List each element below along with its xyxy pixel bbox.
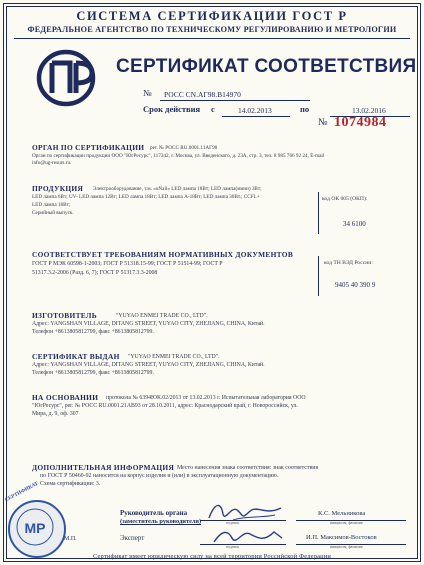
tn-label: код ТН ВЭД России:	[324, 260, 373, 266]
svg-text:МР: МР	[24, 520, 46, 536]
stamp-emblem-icon	[8, 500, 62, 554]
number-symbol: №	[143, 88, 152, 98]
serial-symbol: №	[318, 117, 328, 128]
additional-text3: Схема сертификации: 3.	[40, 481, 101, 487]
product-text4: Серийный выпуск.	[32, 210, 74, 216]
expert-sig-caption: подпись	[226, 545, 240, 549]
basis-label: НА ОСНОВАНИИ	[32, 393, 99, 402]
validity-to-date: 13.02.2016	[352, 106, 386, 115]
stamp-text: СЕРТИФИКАТ	[4, 480, 40, 504]
certificate-title: СЕРТИФИКАТ СООТВЕТСТВИЯ	[116, 56, 417, 77]
validity-to-word: по	[300, 104, 310, 114]
head-signature-icon	[205, 498, 285, 524]
requirements-text1: ГОСТ Р МЭК 60598-1-2003; ГОСТ Р 51318.15-99; ГОСТ Р 51514-99; ГОСТ Р	[32, 261, 223, 267]
basis-text3: Мира, д. 9, оф. 307	[32, 411, 79, 417]
issued-to-phone: Телефон +8613805812799, факс +8613805812799.	[32, 370, 154, 376]
head-label-2: (заместитель руководителя)	[120, 518, 202, 525]
header-divider	[14, 38, 410, 39]
gost-r-logo-icon	[36, 49, 102, 107]
validity-label: Срок действия	[143, 104, 201, 114]
basis-text2: "ЮгРесурс", рег. № РОСС RU.0001.21АВ93 от 28.10.2011, адрес: Краснодарский край, г. Новороссийск, ул.	[32, 403, 298, 409]
okp-label: код ОК 005 (ОКП):	[322, 196, 368, 202]
cert-body-text1: Орган по сертификации продукции ООО "ЮгРесурс", 117342, г. Москва, ул. Введенского, д. 23А, стр. 3, тел. 8 985 766 92 24, E-mail	[32, 153, 325, 159]
product-text3: LED лампа 18Вт;	[32, 202, 71, 208]
cert-body-reg: рег. № РОСС RU.0001.11АГ98	[150, 145, 218, 151]
okp-divider	[318, 192, 319, 234]
expert-label: Эксперт	[120, 534, 145, 542]
requirements-label: СООТВЕТСТВУЕТ ТРЕБОВАНИЯМ НОРМАТИВНЫХ ДОКУМЕНТОВ	[32, 250, 294, 259]
head-name-caption: инициалы, фамилия	[330, 521, 363, 525]
product-text2: LED лампа 6Вт; UV- LED лампа 12Вт; LED лампа 18Вт; LED лампа A-18Вт; LED лампа 30Вт.; CCFL+	[32, 194, 260, 200]
manufacturer-phone: Телефон +8613805812799, факс +8613805812799.	[32, 329, 154, 335]
cert-body-label: ОРГАН ПО СЕРТИФИКАЦИИ	[32, 143, 145, 152]
manufacturer-label: ИЗГОТОВИТЕЛЬ	[32, 311, 97, 320]
issued-to-address: Адрес: YANGSHAN VILLAGE, DITANG STREET, YUYAO CITY, ZHEJIANG, CHINA, Китай.	[32, 362, 265, 368]
tn-divider	[318, 256, 319, 296]
manufacturer-name: "YUYAO ENMEI TRADE CO., LTD".	[116, 313, 208, 319]
expert-signature-icon	[208, 524, 288, 548]
requirements-text2: 51317.3.2-2006 (Разд. 6, 7); ГОСТ Р 51317.3.3-2008	[32, 270, 158, 276]
tn-value: 9405 40 390 9	[335, 281, 376, 289]
issued-to-label: СЕРТИФИКАТ ВЫДАН	[32, 352, 120, 361]
basis-text1: протокола № 6394ЮК.02/2013 от 13.02.2013 г. Испытательная лаборатория ООО	[106, 395, 306, 401]
additional-text1: Место нанесения знака соответствия: знак соответствия	[177, 465, 319, 471]
validity-from-word: с	[211, 104, 215, 114]
additional-text2: по ГОСТ Р 50460-92 наносится на корпус изделия и (или) в эксплуатационную документацию.	[40, 473, 279, 479]
footer-text: Сертификат имеет юридическую силу на всей территории Российской Федерации	[92, 553, 332, 560]
product-text1: Электрооборудование, т.м. «uNail» LED лампа 18Вт; LED лампа(мини) 3Вт;	[93, 186, 262, 192]
certificate-number: РОСС CN.АГ98.В14970	[164, 90, 241, 99]
validity-from-date: 14.02.2013	[238, 106, 272, 115]
expert-name: И.П. Максимов-Востоков	[306, 534, 377, 541]
head-sig-caption: подпись	[226, 521, 240, 525]
from-underline	[222, 116, 290, 117]
head-label-1: Руководитель органа	[120, 509, 188, 517]
mp-label: М.П.	[64, 536, 77, 542]
manufacturer-address: Адрес: YANGSHAN VILLAGE, DITANG STREET, YUYAO CITY, ZHEJIANG, CHINA, Китай.	[32, 321, 265, 327]
expert-name-caption: инициалы, фамилия	[330, 545, 363, 549]
system-title: СИСТЕМА СЕРТИФИКАЦИИ ГОСТ Р	[76, 9, 348, 23]
product-label: ПРОДУКЦИЯ	[32, 184, 84, 193]
serial-number: 1074984	[334, 115, 387, 130]
additional-label: ДОПОЛНИТЕЛЬНАЯ ИНФОРМАЦИЯ	[32, 463, 175, 472]
okp-value: 34 6100	[343, 220, 366, 228]
agency-title: ФЕДЕРАЛЬНОЕ АГЕНТСТВО ПО ТЕХНИЧЕСКОМУ РЕГУЛИРОВАНИЮ И МЕТРОЛОГИИ	[27, 25, 397, 34]
cert-body-text2: info@ug-resurs.ru.	[32, 160, 72, 166]
issued-to-name: "YUYAO ENMEI TRADE CO., LTD".	[128, 354, 220, 360]
number-underline	[160, 100, 310, 101]
head-name: К.С. Мельникова	[318, 510, 366, 517]
certification-stamp	[8, 500, 66, 558]
